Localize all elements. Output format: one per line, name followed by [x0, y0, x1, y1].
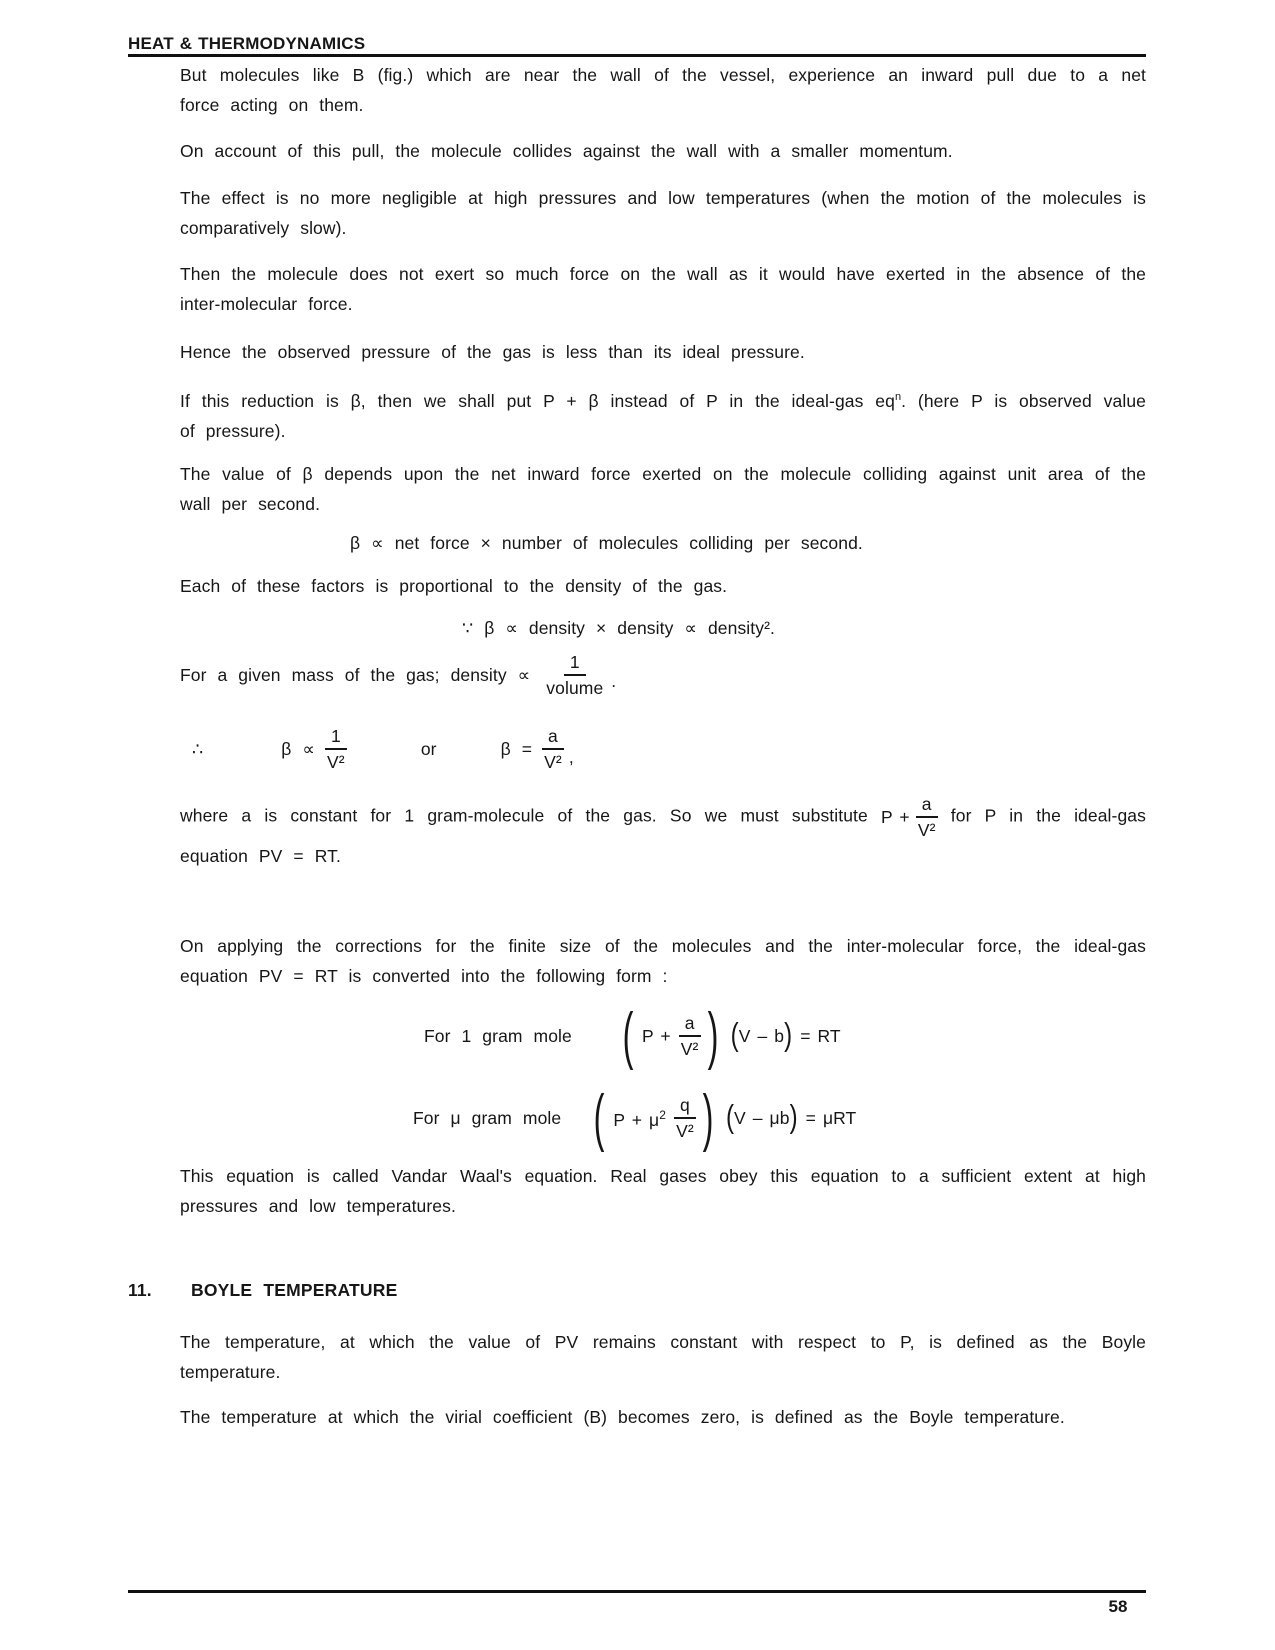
paragraph-boyle-definition-pv: The temperature, at which the value of PV remains constant with respect to P, is defined as the Boyle temperature. [180, 1331, 1146, 1382]
paragraph-observed-pressure: Hence the observed pressure of the gas is less than its ideal pressure. [180, 342, 805, 362]
paragraph-vandar-waals: This equation is called Vandar Waal's equation. Real gases obey this equation to a sufficient extent at high pressures and low temperatures. [180, 1165, 1146, 1216]
page-number: 58 [1108, 1597, 1128, 1616]
fraction-denominator: V² [680, 1038, 699, 1059]
p10-text-after: for P in the ideal-gas equation PV = RT. [180, 805, 1146, 866]
therefore-symbol: ∴ [192, 738, 204, 759]
equation-beta-net-force: β ∝ net force × number of molecules colliding per second. [350, 532, 863, 553]
p9-period: . [611, 670, 617, 691]
p-plus-mu: P + μ [613, 1110, 660, 1131]
comma: , [568, 746, 574, 767]
fraction-numerator: a [542, 725, 564, 750]
p-plus-mu-term [613, 1100, 666, 1135]
p6-text-after: . (here P is observed value of pressure). [180, 390, 1147, 441]
fraction-denominator: volume [546, 677, 604, 698]
fraction-numerator: 1 [325, 725, 347, 750]
big-right-paren: ) [702, 1081, 714, 1153]
section-number: 11. [128, 1279, 152, 1300]
p6-text-before: If this reduction is β, then we shall put P + β instead of P in the ideal-gas eq [180, 390, 895, 411]
medium-left-paren: ( [730, 1016, 739, 1054]
eq2-label: For μ gram mole [413, 1107, 562, 1128]
equals-murt: = μRT [805, 1107, 857, 1128]
p9-text: For a given mass of the gas; density ∝ [180, 664, 531, 685]
v-minus-b: V – b [738, 1025, 785, 1046]
p10-text-before: where a is constant for 1 gram-molecule of the gas. So we must substitute [180, 805, 868, 826]
medium-right-paren: ) [784, 1016, 793, 1054]
big-left-paren: ( [593, 1081, 605, 1153]
paragraph-reduction-beta [180, 382, 1146, 446]
v-minus-mub-group [725, 1098, 798, 1136]
p6-superscript-n: n [894, 391, 902, 403]
fraction-a-over-v2 [542, 725, 564, 773]
paragraph-factors-density: Each of these factors is proportional to the density of the gas. [180, 575, 728, 596]
fraction-denominator: V² [676, 1120, 694, 1141]
fraction-q-over-v2 [674, 1094, 696, 1142]
fraction-a-over-v2 [916, 793, 938, 841]
paragraph-inward-pull: But molecules like B (fig.) which are near the wall of the vessel, experience an inward pull due to a net force acting on them. [180, 65, 1146, 115]
fraction-a-over-v2 [679, 1012, 701, 1060]
v-minus-b-group [730, 1016, 793, 1054]
beta-proportional: β ∝ [281, 738, 315, 759]
eq1-label: For 1 gram mole [424, 1025, 572, 1046]
paragraph-constant-a [180, 793, 1146, 871]
section-title: BOYLE TEMPERATURE [191, 1279, 398, 1300]
equation-density-inverse-volume [180, 651, 1146, 699]
p-plus-term: P + [641, 1025, 671, 1046]
fraction-denominator: V² [327, 751, 345, 772]
footer-rule [128, 1590, 1146, 1593]
fraction-one-over-v2 [325, 725, 347, 773]
medium-left-paren: ( [725, 1098, 735, 1136]
page-header-title: HEAT & THERMODYNAMICS [128, 34, 366, 53]
equation-vanderwaals-1-mole [180, 1001, 1146, 1071]
paragraph-value-of-beta: The value of β depends upon the net inward force exerted on the molecule colliding against unit area of the wall per second. [180, 463, 1146, 514]
body-column [128, 60, 1147, 1432]
mu-squared-sup: 2 [659, 1108, 666, 1123]
big-right-paren: ) [707, 999, 719, 1071]
equation-beta-inverse-v-squared [180, 721, 1146, 777]
p-plus: P + [881, 806, 910, 827]
paragraph-applying-corrections: On applying the corrections for the finite size of the molecules and the inter-molecular force, the ideal-gas equation PV = RT is converted into the following form : [180, 935, 1146, 986]
header-rule [128, 54, 1146, 57]
fraction-numerator: a [916, 793, 938, 818]
fraction-numerator: 1 [564, 651, 586, 676]
paragraph-boyle-definition-virial: The temperature at which the virial coefficient (B) becomes zero, is defined as the Boyle temperature. [180, 1406, 1065, 1427]
paragraph-effect-negligible: The effect is no more negligible at high pressures and low temperatures (when the motion of the molecules is comparatively slow). [180, 188, 1146, 238]
beta-equals: β = [500, 738, 533, 759]
paragraph-smaller-momentum: On account of this pull, the molecule collides against the wall with a smaller momentum. [180, 141, 953, 161]
section-heading-boyle-temperature [128, 1275, 1146, 1305]
medium-right-paren: ) [789, 1098, 798, 1136]
fraction-denominator: V² [917, 819, 936, 840]
paragraph-less-force: Then the molecule does not exert so much force on the wall as it would have exerted in the absence of the inter-molecular force. [180, 264, 1146, 314]
or-text: or [420, 738, 437, 759]
fraction-denominator: V² [544, 751, 562, 772]
equals-rt: = RT [800, 1025, 841, 1046]
equation-vanderwaals-mu-mole [180, 1083, 1146, 1153]
big-left-paren: ( [622, 999, 634, 1071]
fraction-numerator: a [679, 1012, 701, 1037]
inline-term-p-plus-a-over-v2 [881, 793, 938, 841]
v-minus-mub: V – μb [734, 1107, 790, 1128]
fraction-one-over-volume [546, 651, 603, 699]
equation-beta-density-squared: ∵ β ∝ density × density ∝ density². [462, 617, 775, 638]
fraction-numerator: q [674, 1094, 696, 1119]
